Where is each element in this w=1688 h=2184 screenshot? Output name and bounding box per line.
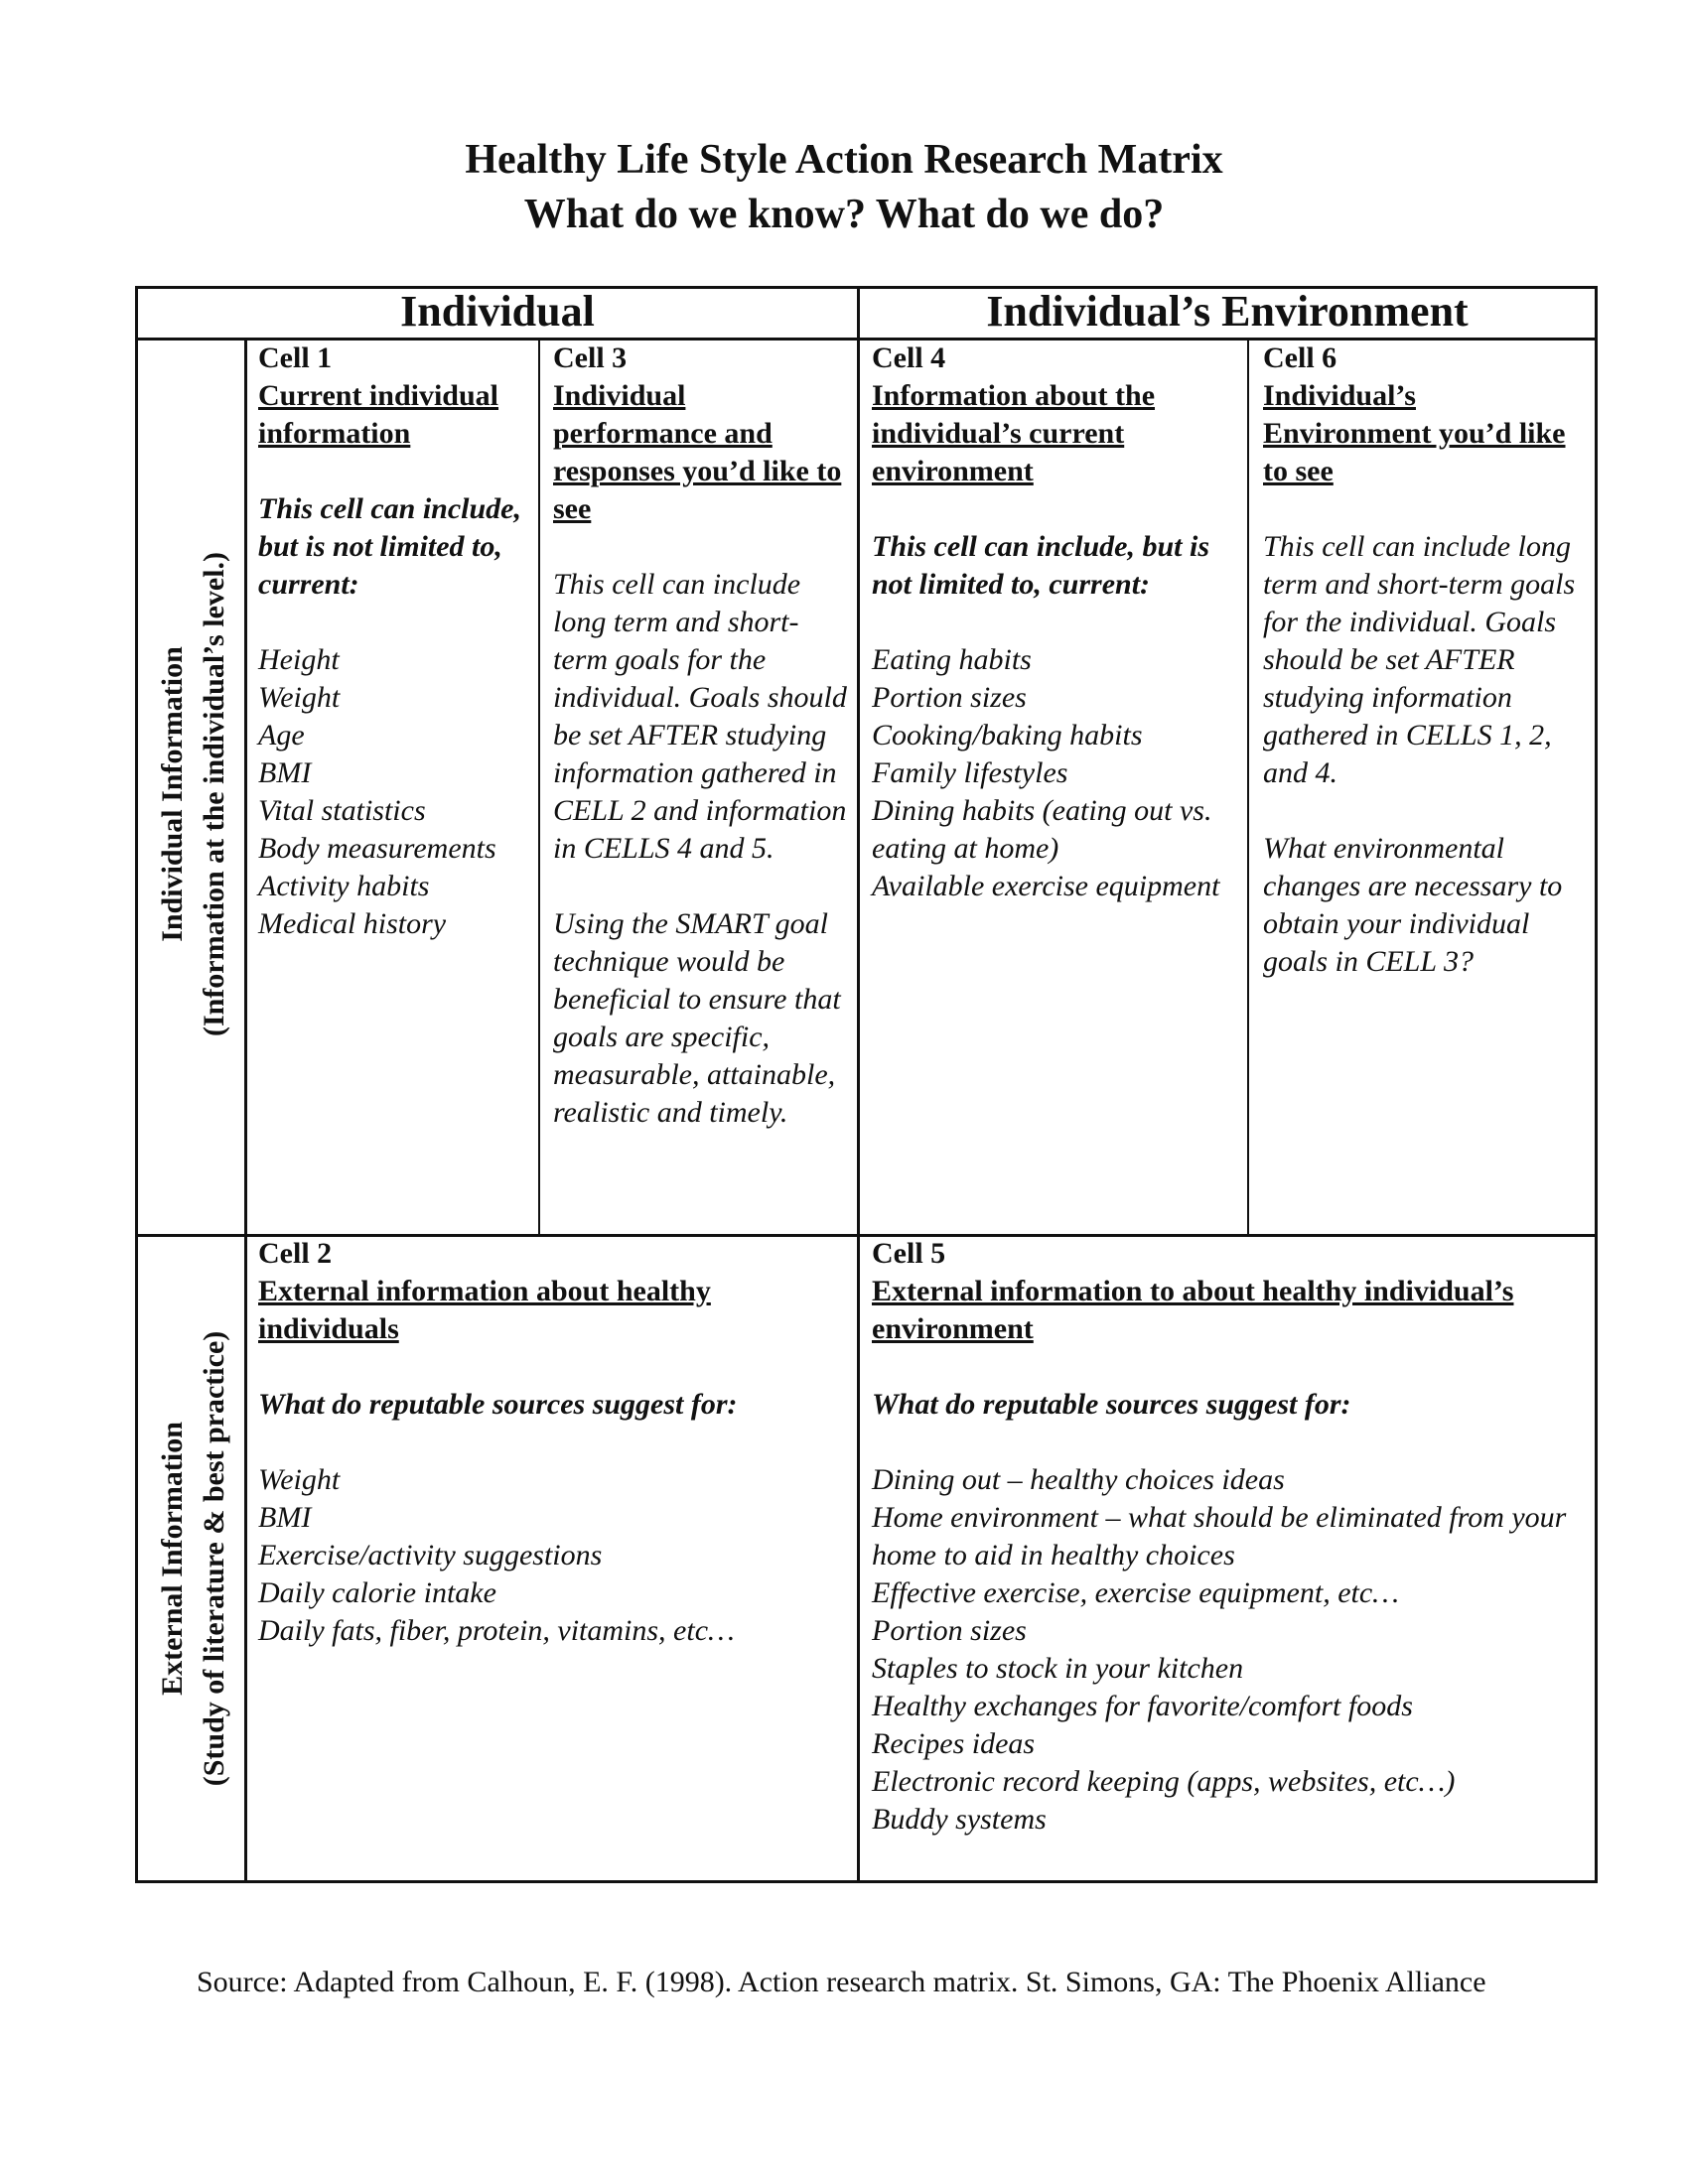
list-item: Body measurements (258, 832, 496, 865)
cell4-cell6-divider (1247, 338, 1249, 1236)
list-item: Cooking/baking habits (872, 719, 1143, 751)
row-label-divider (244, 338, 247, 1883)
cell-paragraph: What environmental changes are necessary to obtain your individual goals in CELL 3? (1263, 832, 1563, 978)
list-item: Effective exercise, exercise equipment, etc… (872, 1576, 1399, 1609)
list-item: Electronic record keeping (apps, websites, etc…) (872, 1765, 1456, 1798)
list-item: Activity habits (258, 870, 430, 902)
cell-item-list (258, 641, 532, 943)
row-label-individual-title: Individual Information (156, 646, 189, 942)
list-item: BMI (258, 1501, 312, 1534)
source-citation: Source: Adapted from Calhoun, E. F. (1998). Action research matrix. St. Simons, GA: The Phoenix Alliance (197, 1966, 1486, 1998)
row-label-external-title: External Information (156, 1422, 189, 1696)
list-item: Eating habits (872, 643, 1032, 676)
cell-3 (553, 340, 847, 1132)
cell-paragraph: This cell can include long term and short-term goals for the individual. Goals should be set AFTER studying information gathered in CELL 2 and information in CELLS 4 and 5. (553, 568, 847, 865)
cell-4 (872, 340, 1239, 905)
cell-intro: This cell can include, but is not limited to, current: (258, 492, 521, 601)
list-item: Daily fats, fiber, protein, vitamins, etc… (258, 1614, 735, 1647)
cell-number: Cell 2 (258, 1237, 333, 1270)
cell-number: Cell 1 (258, 341, 333, 374)
list-item: Weight (258, 681, 341, 714)
list-item: Height (258, 643, 340, 676)
list-item: Dining habits (eating out vs. eating at home) (872, 794, 1212, 865)
row-label-external-subtitle: (Study of literature & best practice) (198, 1330, 230, 1787)
cell-5 (872, 1235, 1589, 1839)
page-subtitle: What do we know? What do we do? (523, 192, 1165, 237)
cell-intro: What do reputable sources suggest for: (872, 1388, 1351, 1421)
list-item: Recipes ideas (872, 1727, 1036, 1760)
list-item: Medical history (258, 907, 447, 940)
cell-number: Cell 5 (872, 1237, 946, 1270)
column-header-individual: Individual (400, 287, 595, 336)
cell-paragraph: Using the SMART goal technique would be beneficial to ensure that goals are specific, measurable, attainable, realistic and timely. (553, 907, 841, 1129)
cell1-cell3-divider (538, 338, 540, 1236)
cell-2 (258, 1235, 844, 1650)
list-item: Daily calorie intake (258, 1576, 496, 1609)
table-border-right (1595, 286, 1598, 1883)
list-item: Portion sizes (872, 681, 1027, 714)
cell-6 (1263, 340, 1587, 981)
cell-item-list (258, 1461, 844, 1650)
list-item: Weight (258, 1463, 341, 1496)
cell-intro: This cell can include, but is not limited to, current: (872, 530, 1210, 601)
cell-1 (258, 340, 532, 943)
list-item: Exercise/activity suggestions (258, 1539, 603, 1571)
cell-item-list (872, 1461, 1589, 1839)
column-header-environment: Individual’s Environment (986, 287, 1469, 336)
cell-heading: Information about the individual’s current environment (872, 379, 1156, 487)
cell-paragraph: This cell can include long term and short-term goals for the individual. Goals should be set AFTER studying information gathered in CELLS 1, 2, and 4. (1263, 530, 1576, 789)
page-title: Healthy Life Style Action Research Matrix (465, 137, 1223, 183)
list-item: Family lifestyles (872, 756, 1068, 789)
cell-heading: Current individual information (258, 379, 499, 450)
list-item: Buddy systems (872, 1803, 1047, 1836)
cell-heading: External information to about healthy individual’s environment (872, 1275, 1514, 1345)
table-border-bottom (135, 1880, 1598, 1883)
table-border-left (135, 286, 138, 1883)
row-label-individual-subtitle: (Information at the individual’s level.) (198, 551, 230, 1037)
row-label-external-information (144, 1112, 243, 2005)
list-item: Vital statistics (258, 794, 426, 827)
cell-number: Cell 4 (872, 341, 946, 374)
list-item: Staples to stock in your kitchen (872, 1652, 1244, 1685)
list-item: Home environment – what should be eliminated from your home to aid in healthy choices (872, 1501, 1567, 1571)
cell-intro: What do reputable sources suggest for: (258, 1388, 738, 1421)
list-item: Healthy exchanges for favorite/comfort foods (872, 1690, 1413, 1722)
list-item: Age (258, 719, 305, 751)
cell-heading: External information about healthy individuals (258, 1275, 711, 1345)
cell-number: Cell 6 (1263, 341, 1337, 374)
cell-heading: Individual’s Environment you’d like to see (1263, 379, 1566, 487)
list-item: BMI (258, 756, 312, 789)
list-item: Dining out – healthy choices ideas (872, 1463, 1285, 1496)
row-label-individual-information (144, 347, 243, 1241)
column-divider-main (857, 286, 860, 1883)
list-item: Available exercise equipment (872, 870, 1220, 902)
list-item: Portion sizes (872, 1614, 1027, 1647)
cell-heading: Individual performance and responses you’d like to see (553, 379, 842, 525)
cell-number: Cell 3 (553, 341, 628, 374)
cell-item-list (872, 641, 1239, 905)
